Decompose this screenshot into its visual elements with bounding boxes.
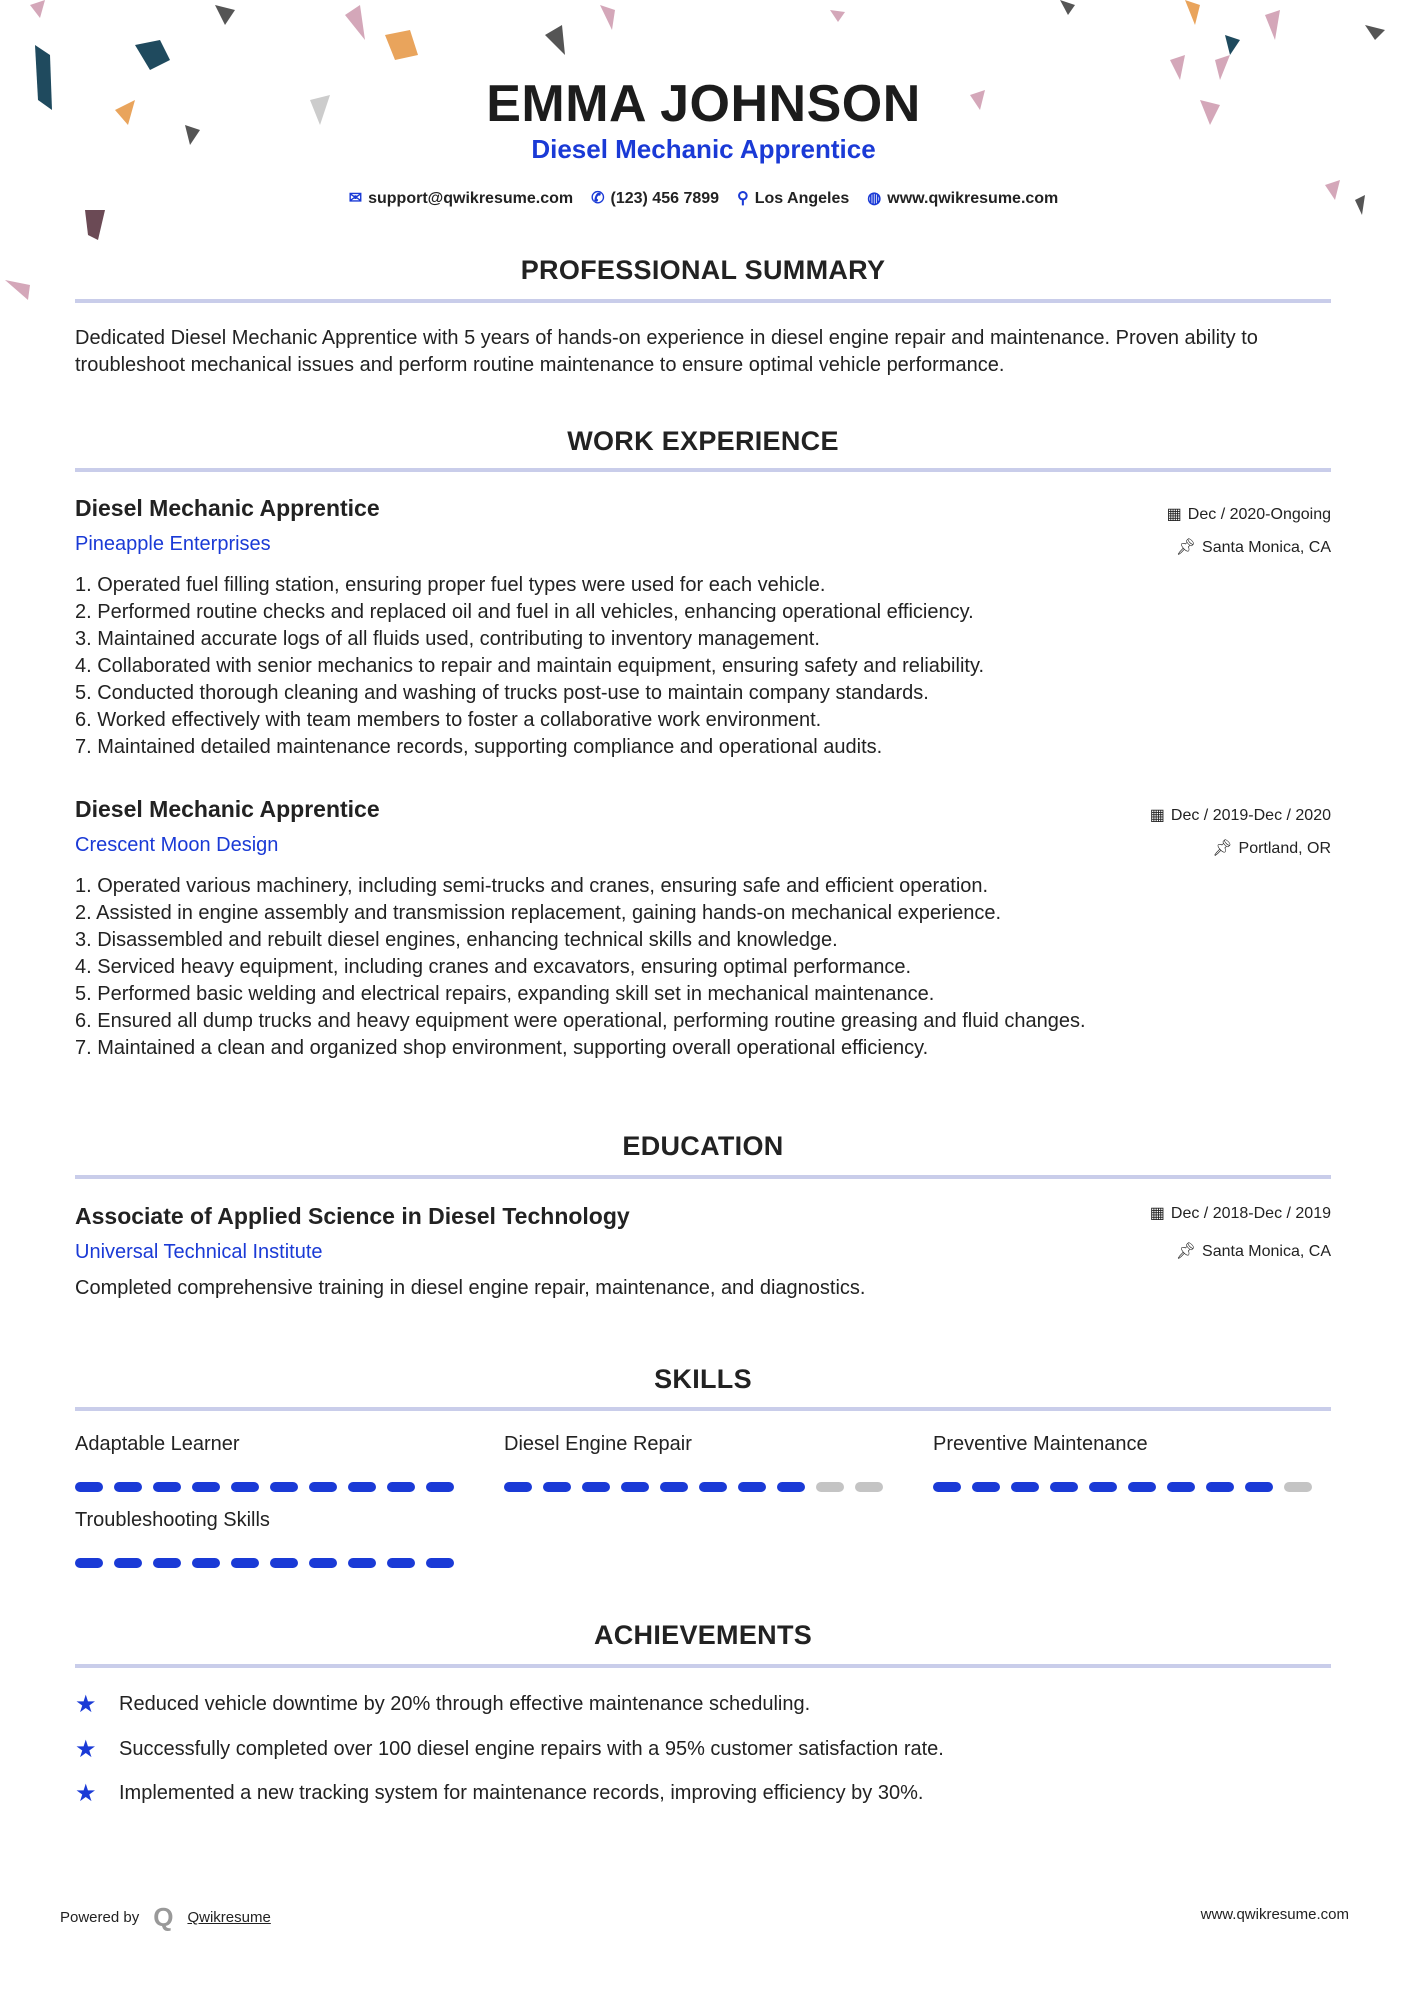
skill-dash-filled: [1167, 1482, 1195, 1492]
job-bullets-1: [75, 572, 1331, 761]
achievement-item: [75, 1779, 923, 1808]
dates-text: Dec / 2019-Dec / 2020: [1170, 807, 1331, 824]
pin-icon: 📌︎: [1175, 539, 1197, 556]
job-title: Diesel Mechanic Apprentice: [531, 134, 876, 164]
email-text: support@qwikresume.com: [368, 190, 574, 207]
dates-text: Dec / 2018-Dec / 2019: [1170, 1205, 1331, 1222]
calendar-icon: ▦: [1149, 1205, 1165, 1222]
company-1: Pineapple Enterprises: [75, 533, 271, 555]
edu-description: Completed comprehensive training in diesel engine repair, maintenance, and diagnostics.: [75, 1277, 866, 1299]
bullet: 5. Conducted thorough cleaning and washing of trucks post-use to maintain company standards.: [75, 682, 929, 704]
skill-dash-filled: [1245, 1482, 1273, 1492]
location-text: Santa Monica, CA: [1202, 1243, 1331, 1260]
skill-dash-empty: [816, 1482, 844, 1492]
job-location-1: [1176, 537, 1331, 557]
education-heading: EDUCATION: [622, 1131, 784, 1161]
skill-dash-filled: [153, 1482, 181, 1492]
skill-dash-filled: [777, 1482, 805, 1492]
bullet: 6. Worked effectively with team members to foster a collaborative work environment.: [75, 709, 822, 731]
skill-meter: [933, 1482, 1312, 1492]
skill-dash-filled: [114, 1482, 142, 1492]
divider: [75, 1664, 1331, 1668]
achievement-text: Successfully completed over 100 diesel engine repairs with a 95% customer satisfaction rate.: [119, 1738, 944, 1760]
bullet: 6. Ensured all dump trucks and heavy equipment were operational, performing routine greasing and fluid changes.: [75, 1010, 1086, 1032]
location-text: Portland, OR: [1238, 840, 1331, 857]
edu-location: [1176, 1241, 1331, 1261]
bullet: 5. Performed basic welding and electrical repairs, expanding skill set in mechanical maintenance.: [75, 983, 935, 1005]
skill-dash-filled: [192, 1482, 220, 1492]
skill-meter: [75, 1482, 454, 1492]
divider: [75, 1407, 1331, 1411]
envelope-icon: ✉: [348, 190, 363, 207]
skill-dash-filled: [426, 1482, 454, 1492]
contact-location: [737, 188, 849, 208]
bullet: 1. Operated various machinery, including semi-trucks and cranes, ensuring safe and efficient operation.: [75, 875, 989, 897]
star-icon: ★: [75, 1736, 97, 1763]
achievement-text: Reduced vehicle downtime by 20% through effective maintenance scheduling.: [119, 1693, 811, 1715]
calendar-icon: ▦: [1166, 506, 1182, 523]
bullet: 4. Collaborated with senior mechanics to repair and maintain equipment, ensuring safety and reliability.: [75, 655, 985, 677]
job-bullets-2: [75, 873, 1331, 1062]
skill-dash-filled: [1128, 1482, 1156, 1492]
skill-dash-filled: [1050, 1482, 1078, 1492]
website-text: www.qwikresume.com: [887, 190, 1059, 207]
achievement-item: [75, 1690, 810, 1719]
skill-dash-filled: [75, 1482, 103, 1492]
edu-dates: [1150, 1203, 1331, 1223]
job-dates-2: [1150, 805, 1331, 825]
divider: [75, 299, 1331, 303]
school: Universal Technical Institute: [75, 1241, 323, 1263]
bullet: 7. Maintained detailed maintenance records, supporting compliance and operational audits.: [75, 736, 883, 758]
globe-icon: ◍: [867, 190, 882, 207]
divider: [75, 1175, 1331, 1179]
contact-website[interactable]: [867, 188, 1058, 208]
calendar-icon: ▦: [1149, 807, 1165, 824]
skill-dash-filled: [387, 1482, 415, 1492]
contact-bar: [0, 188, 1407, 208]
star-icon: ★: [75, 1691, 97, 1718]
skill-name: Troubleshooting Skills: [75, 1509, 270, 1531]
summary-text: Dedicated Diesel Mechanic Apprentice with 5 years of hands-on experience in diesel engine repair and maintenance. Proven ability to troubleshoot mechanical issues and perform routine maintenance to ensure optimal vehicle performance.: [75, 327, 1258, 376]
skill-dash-filled: [738, 1482, 766, 1492]
skill-dash-filled: [270, 1482, 298, 1492]
bullet: 4. Serviced heavy equipment, including cranes and excavators, ensuring optimal performance.: [75, 956, 912, 978]
skill-dash-filled: [1206, 1482, 1234, 1492]
experience-heading: WORK EXPERIENCE: [567, 426, 839, 456]
skill-dash-filled: [387, 1558, 415, 1568]
bullet: 2. Assisted in engine assembly and transmission replacement, gaining hands-on mechanical experience.: [75, 902, 1002, 924]
skill-dash-filled: [114, 1558, 142, 1568]
skill-dash-filled: [309, 1558, 337, 1568]
degree: Associate of Applied Science in Diesel Technology: [75, 1203, 630, 1229]
brand-link[interactable]: Qwikresume: [187, 1909, 271, 1926]
phone-text: (123) 456 7899: [610, 190, 720, 207]
skill-dash-filled: [270, 1558, 298, 1568]
company-2: Crescent Moon Design: [75, 834, 279, 856]
skill-dash-filled: [1089, 1482, 1117, 1492]
skill-name: Adaptable Learner: [75, 1433, 240, 1455]
bullet: 3. Disassembled and rebuilt diesel engines, enhancing technical skills and knowledge.: [75, 929, 838, 951]
skill-dash-filled: [348, 1558, 376, 1568]
achievement-text: Implemented a new tracking system for maintenance records, improving efficiency by 30%.: [119, 1782, 924, 1804]
skill-name: Preventive Maintenance: [933, 1433, 1148, 1455]
skill-meter: [504, 1482, 883, 1492]
footer-powered: [60, 1902, 271, 1933]
skill-dash-filled: [972, 1482, 1000, 1492]
star-icon: ★: [75, 1780, 97, 1807]
job-location-2: [1212, 838, 1331, 858]
skill-dash-filled: [153, 1558, 181, 1568]
skill-dash-filled: [660, 1482, 688, 1492]
skill-meter: [75, 1558, 454, 1568]
skills-heading: SKILLS: [654, 1364, 752, 1394]
skill-dash-filled: [933, 1482, 961, 1492]
skill-dash-filled: [348, 1482, 376, 1492]
skill-dash-filled: [426, 1558, 454, 1568]
bullet: 2. Performed routine checks and replaced oil and fuel in all vehicles, enhancing operational efficiency.: [75, 601, 974, 623]
divider: [75, 468, 1331, 472]
skill-dash-filled: [699, 1482, 727, 1492]
job-dates-1: [1167, 504, 1331, 524]
dates-text: Dec / 2020-Ongoing: [1187, 506, 1331, 523]
location-text: Santa Monica, CA: [1202, 539, 1331, 556]
bullet: 1. Operated fuel filling station, ensuring proper fuel types were used for each vehicle.: [75, 574, 826, 596]
achievements-heading: ACHIEVEMENTS: [593, 1620, 813, 1650]
job-title-1: Diesel Mechanic Apprentice: [75, 495, 380, 521]
bullet: 3. Maintained accurate logs of all fluids used, contributing to inventory management.: [75, 628, 820, 650]
skill-dash-empty: [855, 1482, 883, 1492]
contact-phone: [591, 188, 719, 208]
skill-dash-filled: [582, 1482, 610, 1492]
job-title-2: Diesel Mechanic Apprentice: [75, 796, 380, 822]
footer-website[interactable]: www.qwikresume.com: [1200, 1906, 1349, 1923]
summary-heading: PROFESSIONAL SUMMARY: [520, 255, 886, 285]
skill-dash-filled: [192, 1558, 220, 1568]
skill-dash-empty: [1284, 1482, 1312, 1492]
skill-dash-filled: [309, 1482, 337, 1492]
skill-dash-filled: [504, 1482, 532, 1492]
powered-by-text: Powered by: [60, 1909, 140, 1926]
skill-dash-filled: [75, 1558, 103, 1568]
candidate-name: EMMA JOHNSON: [486, 75, 921, 133]
skill-dash-filled: [231, 1558, 259, 1568]
bullet: 7. Maintained a clean and organized shop environment, supporting overall operational efficiency.: [75, 1037, 929, 1059]
contact-email[interactable]: [349, 188, 573, 208]
achievement-item: [75, 1735, 944, 1764]
location-text: Los Angeles: [754, 190, 850, 207]
skill-dash-filled: [543, 1482, 571, 1492]
map-pin-icon: ⚲: [737, 190, 749, 207]
pin-icon: 📌︎: [1212, 840, 1233, 857]
skill-name: Diesel Engine Repair: [504, 1433, 692, 1455]
skill-dash-filled: [1011, 1482, 1039, 1492]
qwikresume-logo-icon: Q: [153, 1902, 174, 1932]
skill-dash-filled: [231, 1482, 259, 1492]
skill-dash-filled: [621, 1482, 649, 1492]
pin-icon: 📌︎: [1175, 1243, 1197, 1260]
phone-icon: ✆: [591, 190, 605, 207]
